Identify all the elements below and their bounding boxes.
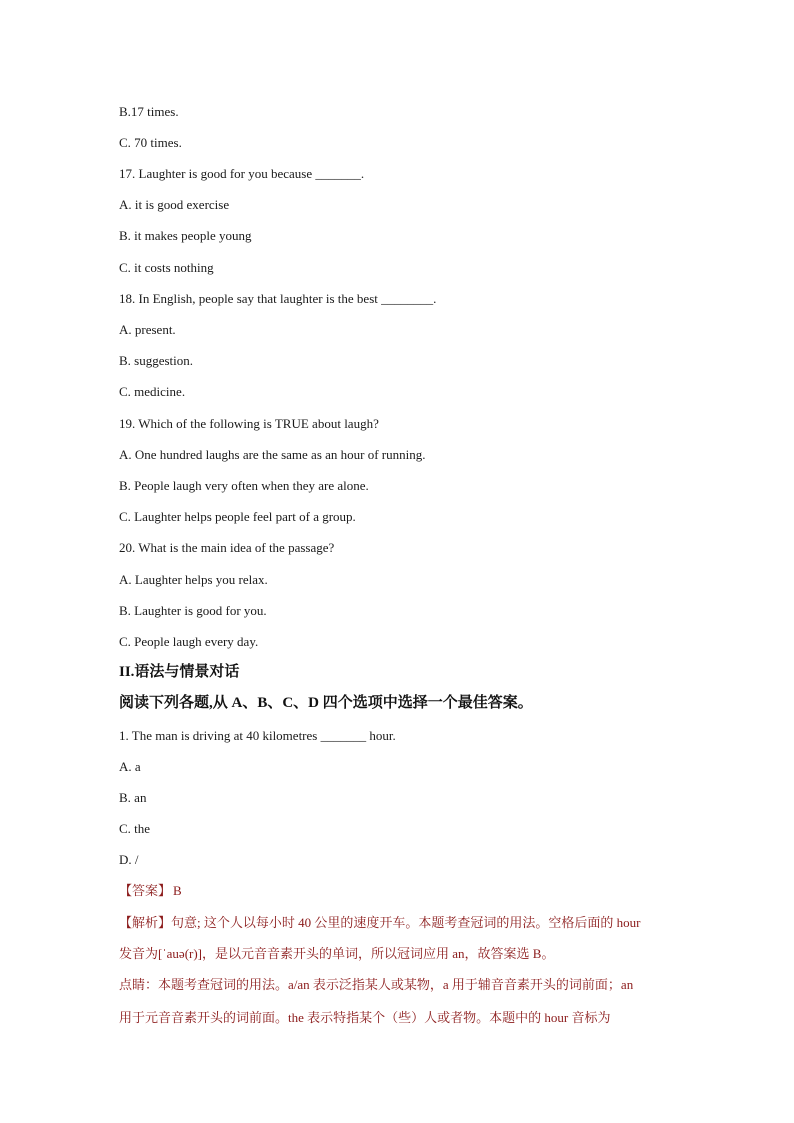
option-17-c: C. it costs nothing bbox=[119, 260, 214, 275]
answer-label: 【答案】 bbox=[119, 883, 172, 898]
option-1-c: C. the bbox=[119, 821, 151, 836]
option-18-c: C. medicine. bbox=[119, 384, 186, 399]
section-title: II.语法与情景对话 bbox=[119, 664, 240, 680]
option-19-b: B. People laugh very often when they are alone. bbox=[119, 478, 369, 493]
question-17: 17. Laughter is good for you because _______. bbox=[119, 166, 365, 181]
answer-row bbox=[119, 883, 182, 899]
option-16-c: C. 70 times. bbox=[119, 135, 182, 150]
analysis-label: 【解析】 bbox=[119, 915, 172, 930]
option-18-b: B. suggestion. bbox=[119, 353, 194, 368]
option-1-a: A. a bbox=[119, 759, 141, 774]
question-18: 18. In English, people say that laughter is the best ________. bbox=[119, 291, 437, 306]
answer-value: B bbox=[173, 883, 182, 898]
option-19-a: A. One hundred laughs are the same as an hour of running. bbox=[119, 447, 426, 462]
option-16-b: B.17 times. bbox=[119, 104, 179, 119]
analysis-line-4: 用于元音音素开头的词前面。the 表示特指某个（些）人或者物。本题中的 hour 音标为 bbox=[119, 1010, 611, 1025]
option-20-a: A. Laughter helps you relax. bbox=[119, 572, 268, 587]
option-17-b: B. it makes people young bbox=[119, 228, 252, 243]
analysis-text-1: 句意; 这个人以每小时 40 公里的速度开车。本题考查冠词的用法。空格后面的 hour bbox=[171, 915, 641, 930]
option-1-b: B. an bbox=[119, 790, 147, 805]
question-19: 19. Which of the following is TRUE about laugh? bbox=[119, 416, 379, 431]
analysis-line-3: 点睛：本题考查冠词的用法。a/an 表示泛指某人或某物，a 用于辅音音素开头的词前面；an bbox=[119, 977, 634, 992]
option-17-a: A. it is good exercise bbox=[119, 197, 230, 212]
question-1: 1. The man is driving at 40 kilometres _______ hour. bbox=[119, 728, 396, 743]
option-20-b: B. Laughter is good for you. bbox=[119, 603, 267, 618]
analysis-line-1 bbox=[119, 915, 640, 931]
option-20-c: C. People laugh every day. bbox=[119, 634, 259, 649]
option-1-d: D. / bbox=[119, 852, 139, 867]
option-18-a: A. present. bbox=[119, 322, 176, 337]
question-20: 20. What is the main idea of the passage? bbox=[119, 540, 335, 555]
option-19-c: C. Laughter helps people feel part of a group. bbox=[119, 509, 356, 524]
section-instruction: 阅读下列各题,从 A、B、C、D 四个选项中选择一个最佳答案。 bbox=[119, 695, 533, 711]
analysis-line-2: 发音为[ˈauə(r)]，是以元音音素开头的单词，所以冠词应用 an，故答案选 B。 bbox=[119, 946, 555, 961]
